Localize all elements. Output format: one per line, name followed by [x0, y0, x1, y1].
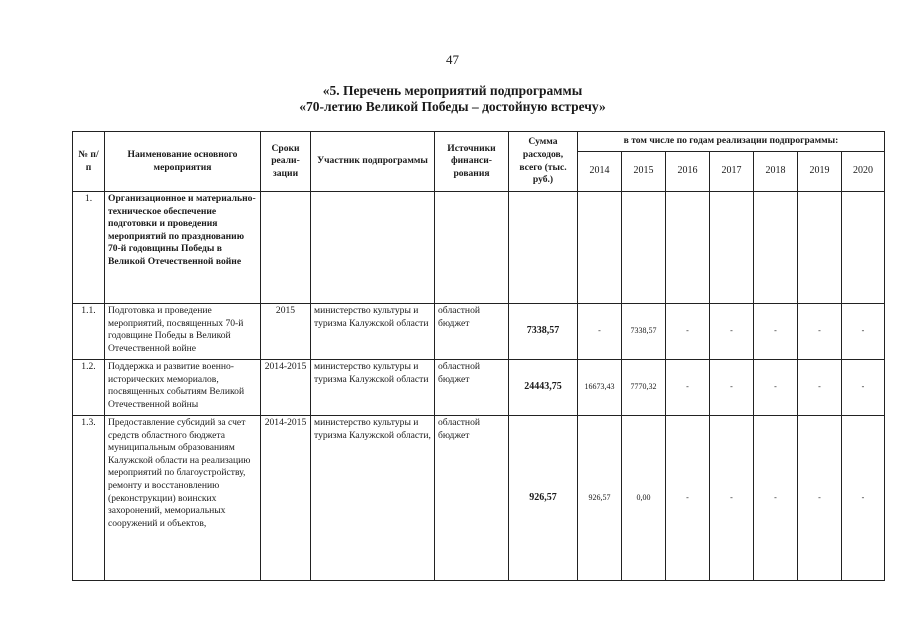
row-value-2018: -	[754, 304, 798, 360]
row-value-2017: -	[710, 416, 754, 581]
header-year-2019: 2019	[798, 152, 842, 192]
row-num: 1.3.	[73, 416, 105, 581]
header-name: Наименование основного мероприятия	[105, 132, 261, 192]
table-row	[73, 304, 885, 360]
row-term: 2015	[261, 304, 311, 360]
title-line-1: «5. Перечень мероприятий подпрограммы	[322, 83, 583, 98]
row-value	[798, 192, 842, 304]
header-year-2017: 2017	[710, 152, 754, 192]
header-participant: Участник подпрограммы	[311, 132, 435, 192]
header-year-2020: 2020	[842, 152, 885, 192]
header-year-2018: 2018	[754, 152, 798, 192]
row-participant	[311, 192, 435, 304]
header-row-1	[73, 132, 885, 152]
row-value-2016: -	[666, 304, 710, 360]
header-terms: Сроки реали-зации	[261, 132, 311, 192]
row-value	[666, 192, 710, 304]
page-number: 47	[446, 52, 459, 67]
header-num: № п/п	[73, 132, 105, 192]
row-value-2017: -	[710, 360, 754, 416]
row-value-2015: 0,00	[622, 416, 666, 581]
activities-table	[72, 131, 885, 581]
row-value	[578, 192, 622, 304]
row-total: 24443,75	[509, 360, 578, 416]
row-value-2019: -	[798, 304, 842, 360]
row-num: 1.1.	[73, 304, 105, 360]
row-name: Предоставление субсидий за счет средств областного бюджета муниципальным образованиям Калужской области на реализацию мероприятий по благоустройству, ремонту и восстановлению (реконструкции) воинских захоронений, мемориальных сооружений и объектов,	[105, 416, 261, 581]
row-num: 1.2.	[73, 360, 105, 416]
row-value-2014: 926,57	[578, 416, 622, 581]
row-total: 926,57	[509, 416, 578, 581]
row-value-2015: 7770,32	[622, 360, 666, 416]
row-value-2020: -	[842, 360, 885, 416]
row-name: Подготовка и проведение мероприятий, посвященных 70-й годовщине Победы в Великой Отечественной войне	[105, 304, 261, 360]
row-value-2016: -	[666, 416, 710, 581]
row-source: областной бюджет	[435, 416, 509, 581]
row-num: 1.	[73, 192, 105, 304]
row-participant: министерство культуры и туризма Калужской области,	[311, 416, 435, 581]
table-row	[73, 360, 885, 416]
title-line-2: «70-летию Великой Победы – достойную встречу»	[299, 99, 606, 114]
row-total: 7338,57	[509, 304, 578, 360]
row-name: Организационное и материально-техническое обеспечение подготовки и проведения мероприятий по празднованию 70-й годовщины Победы в Великой Отечественной войне	[105, 192, 261, 304]
row-value-2014: 16673,43	[578, 360, 622, 416]
row-value-2020: -	[842, 416, 885, 581]
row-source	[435, 192, 509, 304]
header-sum: Сумма расходов, всего (тыс. руб.)	[509, 132, 578, 192]
row-value	[754, 192, 798, 304]
row-value-2015: 7338,57	[622, 304, 666, 360]
row-value	[622, 192, 666, 304]
row-value	[842, 192, 885, 304]
section-title	[0, 83, 905, 115]
row-source: областной бюджет	[435, 360, 509, 416]
row-source: областной бюджет	[435, 304, 509, 360]
row-participant: министерство культуры и туризма Калужской области	[311, 304, 435, 360]
header-year-2015: 2015	[622, 152, 666, 192]
row-value-2019: -	[798, 416, 842, 581]
header-sources: Источники финанси-рования	[435, 132, 509, 192]
table-row	[73, 416, 885, 581]
header-year-2016: 2016	[666, 152, 710, 192]
row-value	[710, 192, 754, 304]
row-value-2018: -	[754, 360, 798, 416]
row-participant: министерство культуры и туризма Калужской области	[311, 360, 435, 416]
row-name: Поддержка и развитие военно-исторических мемориалов, посвященных событиям Великой Отечественной войны	[105, 360, 261, 416]
row-value-2014: -	[578, 304, 622, 360]
row-value-2019: -	[798, 360, 842, 416]
row-term	[261, 192, 311, 304]
row-value-2017: -	[710, 304, 754, 360]
row-value-2018: -	[754, 416, 798, 581]
table-row	[73, 192, 885, 304]
header-by-years: в том числе по годам реализации подпрограммы:	[578, 132, 885, 152]
row-value-2016: -	[666, 360, 710, 416]
row-term: 2014-2015	[261, 416, 311, 581]
row-value-2020: -	[842, 304, 885, 360]
header-year-2014: 2014	[578, 152, 622, 192]
row-total	[509, 192, 578, 304]
row-term: 2014-2015	[261, 360, 311, 416]
